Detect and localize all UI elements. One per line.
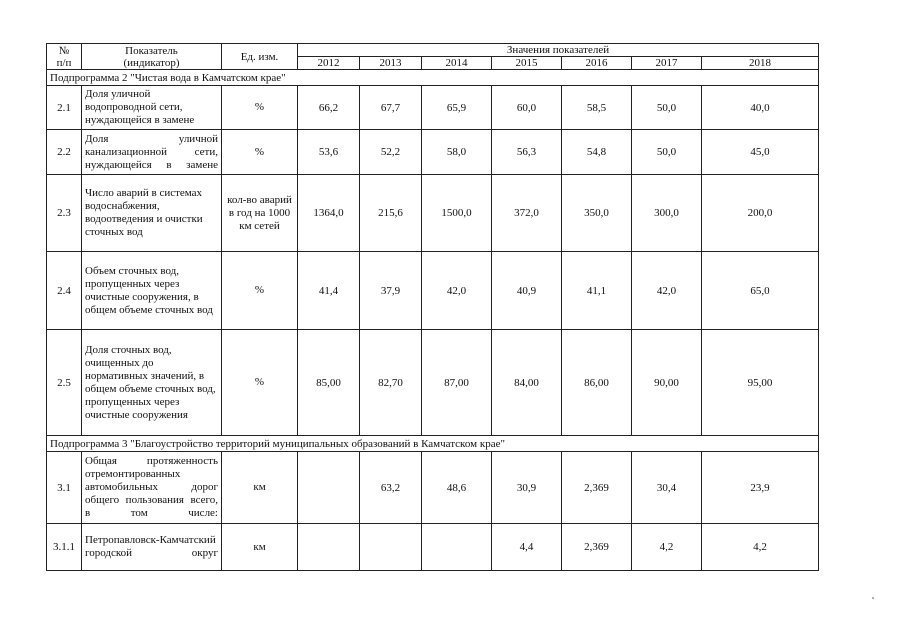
row-value: 23,9: [702, 452, 819, 524]
header-year: 2015: [492, 57, 562, 70]
table-row: [47, 252, 819, 330]
row-value: 30,9: [492, 452, 562, 524]
section-title: Подпрограмма 3 "Благоустройство территорий муниципальных образований в Камчатском крае": [47, 436, 819, 452]
header-year: 2017: [632, 57, 702, 70]
row-value: 200,0: [702, 175, 819, 252]
row-value: 58,0: [422, 130, 492, 175]
row-unit: %: [222, 252, 298, 330]
row-value: 30,4: [632, 452, 702, 524]
row-value: 2,369: [562, 524, 632, 571]
header-indicator: Показатель: [125, 44, 178, 57]
row-num: 2.4: [47, 252, 82, 330]
row-value: [298, 524, 360, 571]
header-num-sub: п/п: [56, 56, 72, 69]
row-value: 66,2: [298, 86, 360, 130]
header-indicator-cell: [82, 44, 222, 70]
row-value: 58,5: [562, 86, 632, 130]
row-value: 56,3: [492, 130, 562, 175]
row-value: 87,00: [422, 330, 492, 436]
header-unit: Ед. изм.: [222, 44, 298, 70]
row-value: 84,00: [492, 330, 562, 436]
row-value: 42,0: [632, 252, 702, 330]
row-value: 48,6: [422, 452, 492, 524]
section-title: Подпрограмма 2 "Чистая вода в Камчатском крае": [47, 70, 819, 86]
row-indicator: Число аварий в системах водоснабжения, водоотведения и очистки сточных вод: [82, 175, 222, 252]
header-indicator-sub: (индикатор): [123, 56, 180, 69]
header-year: 2012: [298, 57, 360, 70]
table-row: [47, 452, 819, 524]
row-num: 3.1.1: [47, 524, 82, 571]
row-value: 41,1: [562, 252, 632, 330]
row-unit: %: [222, 130, 298, 175]
row-value: 2,369: [562, 452, 632, 524]
row-value: 37,9: [360, 252, 422, 330]
row-value: 54,8: [562, 130, 632, 175]
row-indicator: Доля сточных вод, очищенных до нормативных значений, в общем объеме сточных вод, пропущенных через очистные сооружения: [82, 330, 222, 436]
row-value: 4,2: [632, 524, 702, 571]
row-value: 53,6: [298, 130, 360, 175]
row-value: 372,0: [492, 175, 562, 252]
header-year: 2014: [422, 57, 492, 70]
table-row: [47, 86, 819, 130]
row-value: 50,0: [632, 86, 702, 130]
row-value: 90,00: [632, 330, 702, 436]
header-year: 2013: [360, 57, 422, 70]
row-indicator: Объем сточных вод, пропущенных через очистные сооружения, в общем объеме сточных вод: [82, 252, 222, 330]
row-value: 63,2: [360, 452, 422, 524]
row-indicator: Доля уличной канализационной сети, нуждающейся в замене: [82, 130, 222, 175]
row-unit: км: [222, 524, 298, 571]
row-value: [360, 524, 422, 571]
row-value: 4,4: [492, 524, 562, 571]
table-row: [47, 524, 819, 571]
table-row: [47, 175, 819, 252]
row-unit: кол-во аварий в год на 1000 км сетей: [222, 175, 298, 252]
row-value: [422, 524, 492, 571]
row-num: 2.2: [47, 130, 82, 175]
row-value: 350,0: [562, 175, 632, 252]
row-unit: км: [222, 452, 298, 524]
row-value: 1500,0: [422, 175, 492, 252]
row-value: 50,0: [632, 130, 702, 175]
row-value: 85,00: [298, 330, 360, 436]
row-indicator: Доля уличной водопроводной сети, нуждающейся в замене: [82, 86, 222, 130]
header-num: №: [58, 44, 70, 57]
row-num: 2.5: [47, 330, 82, 436]
table-row: [47, 330, 819, 436]
row-value: 4,2: [702, 524, 819, 571]
row-value: 42,0: [422, 252, 492, 330]
row-value: 40,0: [702, 86, 819, 130]
row-value: 86,00: [562, 330, 632, 436]
row-value: 1364,0: [298, 175, 360, 252]
row-value: 300,0: [632, 175, 702, 252]
row-indicator: Общая протяженность отремонтированных автомобильных дорог общего пользования всего, в том числе:: [82, 452, 222, 524]
row-value: 215,6: [360, 175, 422, 252]
scan-speck: [872, 597, 874, 599]
row-indicator: Петропавловск-Камчатский городской округ: [82, 524, 222, 571]
row-value: 82,70: [360, 330, 422, 436]
header-year: 2018: [702, 57, 819, 70]
row-value: 95,00: [702, 330, 819, 436]
header-year: 2016: [562, 57, 632, 70]
row-unit: %: [222, 86, 298, 130]
indicators-table: [46, 43, 819, 571]
row-value: 40,9: [492, 252, 562, 330]
row-value: [298, 452, 360, 524]
row-value: 60,0: [492, 86, 562, 130]
row-num: 2.3: [47, 175, 82, 252]
row-unit: %: [222, 330, 298, 436]
table-row: [47, 130, 819, 175]
row-value: 65,9: [422, 86, 492, 130]
row-value: 52,2: [360, 130, 422, 175]
row-num: 2.1: [47, 86, 82, 130]
header-values-title: Значения показателей: [298, 44, 819, 57]
row-value: 45,0: [702, 130, 819, 175]
row-num: 3.1: [47, 452, 82, 524]
row-value: 67,7: [360, 86, 422, 130]
row-value: 65,0: [702, 252, 819, 330]
header-num-cell: [47, 44, 82, 70]
row-value: 41,4: [298, 252, 360, 330]
